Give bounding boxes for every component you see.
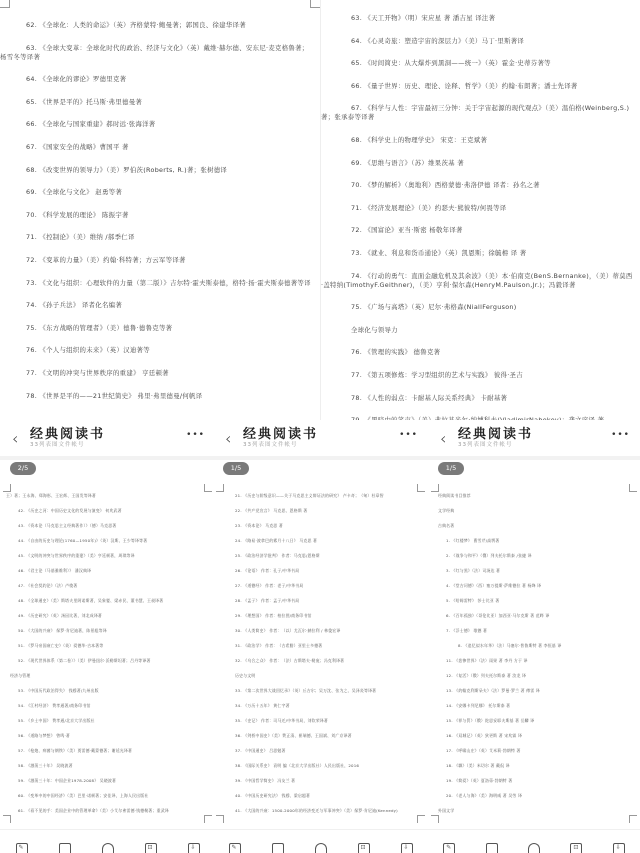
page-corner-mark bbox=[3, 484, 11, 492]
share-glyph: ⊡ bbox=[360, 844, 366, 851]
book-entry: 5. 《哈姆雷特》 莎士比亚 著 bbox=[446, 598, 500, 603]
section-heading: 历史与文明 bbox=[235, 673, 256, 678]
book-entry: 76. 《个人与组织的未来》（英）汉迪著等 bbox=[26, 346, 150, 355]
book-entry: 17. 《呼啸山庄》（英）艾米莉·勃朗特 著 bbox=[446, 748, 521, 753]
share-icon[interactable] bbox=[145, 843, 157, 853]
download-glyph: ⇩ bbox=[403, 844, 409, 851]
book-entry: 70. 《梦的解析》（奥地利）西格蒙德·弗洛伊德 译者：孙名之著 bbox=[351, 181, 540, 190]
book-entry: 68. 《改变世界的领导力》（美）罗伯茨(Roberts, R.)著；张树德译 bbox=[26, 165, 228, 174]
book-entry: 6. 《百年孤独》（哥伦比亚）加西亚·马尔克斯 著 范晔 译 bbox=[446, 613, 550, 618]
book-entry: 23. 《资本论》 马克思 著 bbox=[235, 523, 283, 528]
book-entry: 16. 《双城记》（英）狄更斯 著 宋兆霖 译 bbox=[446, 733, 523, 738]
bottom-toolbar bbox=[428, 829, 640, 853]
book-entry: 50. 《大国的兴衰》 保罗·肯尼迪著，陈景彪等译 bbox=[18, 628, 107, 633]
book-entry: 55. 《乡土中国》 费孝通/北京大学出版社 bbox=[18, 718, 95, 723]
book-entry: 75. 《广场与高塔》（英）尼尔·弗格森(NiallFerguson) bbox=[351, 303, 517, 312]
book-entry: 73. 《文化与组织：心理软件的力量（第二版）》吉尔特·霍夫斯泰德，格特·扬·霍夫斯泰德著等译 bbox=[26, 278, 311, 287]
book-entry: 58. 《激荡三十年》 吴晓波著 bbox=[18, 763, 73, 768]
book-entry: 57. 《枪炮、病菌与钢铁》（美）贾雷德·戴蒙德著；谢延光译著 bbox=[18, 748, 133, 753]
book-entry: 26. 《论语》 作者：孔子/中华书局 bbox=[235, 568, 300, 573]
document-subtitle: 33列表图文件帐号 bbox=[243, 442, 298, 448]
section-heading: 全球化与领导力 bbox=[351, 325, 398, 334]
book-entry: 56. 《道路与梦想》 曾鸣·著 bbox=[18, 733, 71, 738]
back-chevron-icon[interactable]: ‹ bbox=[12, 429, 19, 448]
book-entry: 75. 《东方战略的管理者》（美）德鲁·德鲁克等著 bbox=[26, 323, 173, 332]
book-entry: 11. 《悲惨世界》（法）雨果 著 李丹 方于 译 bbox=[446, 658, 528, 663]
book-entry: 34. 《万历十五年》 黄仁宇著 bbox=[235, 703, 290, 708]
book-entry: 15. 《罪与罚》（俄）陀思妥耶夫斯基 著 岳麟 译 bbox=[446, 718, 535, 723]
book-entry: 2. 《战争与和平》（俄）列夫托尔斯泰 /张捷 译 bbox=[446, 553, 532, 558]
book-entry: 4. 《堂吉诃德》（西）塞万提斯·萨维德拉 著 杨绛 译 bbox=[446, 583, 542, 588]
document-viewer[interactable] bbox=[0, 480, 215, 827]
page-corner-mark bbox=[310, 0, 320, 8]
book-entry: 30. 《人类简史》 作者：（以）尤瓦尔·赫拉利 / 林俊宏译 bbox=[235, 628, 341, 633]
section-heading: 外国文学 bbox=[438, 808, 455, 813]
document-viewer[interactable] bbox=[213, 480, 428, 827]
page-corner-mark bbox=[204, 484, 212, 492]
book-entry: 1. 《红楼梦》 曹雪芹/高鹗著 bbox=[446, 538, 500, 543]
book-list bbox=[321, 14, 640, 425]
book-entry: 8. 《追忆似水年华》（法）马塞尔·普鲁斯特 著 李恒基 译 bbox=[458, 643, 562, 648]
book-entry: 36. 《剑桥中国史》（美）费正清、崔瑞德、王国斌、刘广京译著 bbox=[235, 733, 352, 738]
book-entry: 78. 《人性的弱点：卡耐基人际关系经典》 卡耐基著 bbox=[351, 393, 508, 402]
book-entry: 54. 《江村经济》 费孝通著/商务印书馆 bbox=[18, 703, 91, 708]
book-list bbox=[213, 493, 428, 823]
more-options-icon[interactable]: ••• bbox=[399, 430, 418, 440]
book-entry: 73. 《就业、利息和货币通论》（英）凯恩斯；徐毓枏 译 著 bbox=[351, 248, 527, 257]
edit-glyph: ✎ bbox=[231, 844, 237, 851]
book-entry: 46. 《君主论（马基雅维利）》 潘汉典译 bbox=[18, 568, 92, 573]
book-entry: 35. 《史记》 作者：司马迁/中华书局，刘钦荣译著 bbox=[235, 718, 328, 723]
book-entry: 69. 《全球化与文化》 赵勇等著 bbox=[26, 188, 123, 197]
book-entry: 37. 《中国通史》 吕思勉著 bbox=[235, 748, 286, 753]
more-options-icon[interactable]: ••• bbox=[186, 430, 205, 440]
share-icon[interactable] bbox=[358, 843, 370, 853]
download-glyph: ⇩ bbox=[190, 844, 196, 851]
page-corner-mark bbox=[629, 484, 637, 492]
book-entry: 63. 《天工开物》（明）宋应星 著 潘吉星 译注著 bbox=[351, 14, 496, 22]
document-page-top-left bbox=[0, 0, 320, 425]
edit-glyph: ✎ bbox=[18, 844, 24, 851]
download-glyph: ⇩ bbox=[615, 844, 621, 851]
bookmark-icon[interactable] bbox=[272, 843, 284, 853]
download-icon[interactable] bbox=[401, 843, 413, 853]
search-icon[interactable] bbox=[315, 843, 327, 853]
document-viewer[interactable] bbox=[428, 480, 640, 827]
book-entry: 52. 《现代世界体系（第二卷）》（美）伊曼纽尔·沃勒斯坦著；吕丹等译著 bbox=[18, 658, 151, 663]
book-entry: 65. 《时间简史：从大爆炸到黑洞——统一》（英）霍金·史蒂芬著等 bbox=[351, 59, 551, 68]
book-entry: 29. 《理想国》 作者：柏拉图/商务印书馆 bbox=[235, 613, 312, 618]
bottom-toolbar bbox=[0, 829, 215, 853]
book-entry: 12. 《复活》（俄）列夫托尔斯泰 著 汝龙 译 bbox=[446, 673, 527, 678]
book-entry: 51. 《罗马帝国衰亡史》（英）爱德华·吉本著等 bbox=[18, 643, 104, 648]
page-indicator-badge: 1/5 bbox=[438, 462, 464, 475]
page-indicator-badge: 2/5 bbox=[10, 462, 36, 475]
page-corner-mark bbox=[417, 484, 425, 492]
book-entry: 61. 《看不见的手：美国企业中的管理革命》（美）小艾尔弗雷德·钱德勒著；重武译 bbox=[18, 808, 169, 813]
phone-screen-3 bbox=[428, 420, 640, 853]
edit-icon[interactable] bbox=[16, 843, 28, 853]
page-indicator-badge: 1/5 bbox=[223, 462, 249, 475]
edit-icon[interactable] bbox=[229, 843, 241, 853]
book-entry: 64. 《心灵奇旅：塑造宇宙的深层力》（美）马丁·里斯著译 bbox=[351, 36, 525, 45]
bottom-toolbar bbox=[213, 829, 428, 853]
book-entry: 65. 《世界是平的》托马斯·弗里德曼著 bbox=[26, 97, 143, 106]
book-entry: 42. 《历史之河：中国历史文化的发展与演变》 何兆武著 bbox=[18, 508, 122, 513]
book-entry: 38. 《国际关系史》 袁明 编（北京大学出版社）人民出版社，2016 bbox=[235, 763, 360, 768]
back-chevron-icon[interactable]: ‹ bbox=[440, 429, 447, 448]
book-entry: 63. 《全球大变革：全球化时代的政治、经济与文化》（英）戴维·赫尔德、安东尼·麦克格鲁著；杨雪冬等译著 bbox=[0, 43, 309, 61]
app-header bbox=[0, 420, 215, 454]
book-entry: 48. 《全球通史》（美）斯塔夫里阿诺斯著，吴象婴、梁赤民、董书慧、王昶译著 bbox=[18, 598, 164, 603]
page-corner-mark bbox=[0, 0, 10, 8]
header-divider bbox=[213, 456, 428, 460]
book-entry: 33. 《第二次世界大战回忆录》（英）丘吉尔；吴万沈、张为之、吴泽炎等译著 bbox=[235, 688, 377, 693]
book-entry: 71. 《控制论》（美）维纳 /郝季仁译 bbox=[26, 233, 135, 242]
book-entry: 62. 《全球化：人类的命运》（英）齐格蒙特·鲍曼著；郭国良、徐建华译著 bbox=[26, 21, 246, 29]
document-title: 经典阅读书 bbox=[243, 427, 319, 442]
book-entry: 78. 《世界是平的——21世纪简史》 弗里·弗里德曼/何帆译 bbox=[26, 391, 203, 400]
page-corner-mark bbox=[431, 484, 439, 492]
book-entry: 3. 《红与黑》（法）司汤达 著 bbox=[446, 568, 501, 573]
book-entry: 71. 《经济发展理论》（美）约瑟夫·熊彼特/何畏等译 bbox=[351, 203, 507, 212]
book-entry: 69. 《思维与语言》（苏）维果茨基 著 bbox=[351, 158, 464, 167]
search-icon[interactable] bbox=[102, 843, 114, 853]
book-entry: 77. 《文明的冲突与世界秩序的重建》 亨廷顿著 bbox=[26, 368, 169, 377]
book-entry: 21. 《历史与阶级意识——关于马克思主义辩证法的研究》 卢卡奇；（匈）杜章智 bbox=[235, 493, 384, 498]
book-entry: 24. 《路易·波拿巴的雾月十八日》 马克思 著 bbox=[235, 538, 318, 543]
section-heading: 古典名著 bbox=[438, 523, 455, 528]
share-icon[interactable] bbox=[570, 843, 582, 853]
book-list bbox=[428, 493, 640, 823]
book-entry: 王）著；王永海、郑海彤、王宏辉、王国发等译著 bbox=[6, 493, 96, 498]
header-divider bbox=[0, 456, 215, 460]
book-entry: 18. 《飘》（美）米切尔 著 戴侃 译 bbox=[446, 763, 510, 768]
book-entry: 47. 《社会契约论》（法）卢梭著 bbox=[18, 583, 78, 588]
header-divider bbox=[428, 456, 640, 460]
book-entry: 67. 《科学与人性：宇宙最初三分钟：关于宇宙起源的现代观点》（美）温伯格(Weinberg,S.)著；张承泰等译著 bbox=[321, 104, 630, 122]
book-list bbox=[0, 21, 320, 414]
section-heading: 经典阅读书目推荐 bbox=[438, 493, 471, 498]
back-chevron-icon[interactable]: ‹ bbox=[225, 429, 232, 448]
edit-icon[interactable] bbox=[443, 843, 455, 853]
download-icon[interactable] bbox=[613, 843, 625, 853]
book-entry: 7. 《浮士德》 歌德 著 bbox=[446, 628, 488, 633]
book-entry: 66. 《全球化与国家重建》郝时远·张海洋著 bbox=[26, 120, 156, 129]
bookmark-icon[interactable] bbox=[486, 843, 498, 853]
book-entry: 32. 《乌合之众》 作者：（法）古斯塔夫·勒庞；冯克利译著 bbox=[235, 658, 345, 663]
document-title: 经典阅读书 bbox=[30, 427, 106, 442]
document-subtitle: 33列表图文件帐号 bbox=[458, 442, 513, 448]
book-entry: 74. 《孙子兵法》 译者化名编著 bbox=[26, 301, 123, 310]
book-entry: 40. 《中国历史研究法》 钱穆、梁启超著 bbox=[235, 793, 311, 798]
edit-glyph: ✎ bbox=[446, 844, 452, 851]
book-entry: 76. 《管理的实践》 德鲁克著 bbox=[351, 348, 441, 357]
book-entry: 43. 《资本论（马克思主义经典著作）》（德）马克思著 bbox=[18, 523, 117, 528]
book-entry: 68. 《科学史上的物理学史》 宋克：王克斌著 bbox=[351, 135, 488, 144]
bookmark-icon[interactable] bbox=[59, 843, 71, 853]
book-entry: 19. 《简爱》（英）夏洛蒂·勃朗特 著 bbox=[446, 778, 513, 783]
search-icon[interactable] bbox=[528, 843, 540, 853]
book-entry: 14. 《安娜卡列尼娜》 托尔斯泰 著 bbox=[446, 703, 511, 708]
document-page-top-right bbox=[320, 0, 640, 425]
phone-screen-1 bbox=[0, 420, 215, 853]
book-entry: 49. 《历史研究》（英）汤因比著，刘北成译著 bbox=[18, 613, 102, 618]
document-title: 经典阅读书 bbox=[458, 427, 534, 442]
book-entry: 77. 《第五项修炼：学习型组织的艺术与实践》 彼得·圣吉 bbox=[351, 370, 523, 379]
book-entry: 60. 《变革中的中国经济》（美）巴里·诺顿著；安佳译，上海人民出版社 bbox=[18, 793, 149, 798]
book-entry: 31. 《政治学》 作者：（古希腊）亚里士多德著 bbox=[235, 643, 323, 648]
book-entry: 41. 《大国的兴衰：1500-2000年的经济变迁与军事冲突》（美）保罗·肯尼迪(Kennedy) bbox=[235, 808, 398, 813]
book-entry: 22. 《共产党宣言》 马克思、恩格斯 著 bbox=[235, 508, 308, 513]
book-entry: 70. 《科学发展的理论》 陈振宇著 bbox=[26, 210, 129, 219]
book-entry: 53. 《中国历代政治得失》 钱穆著/九州出版 bbox=[18, 688, 99, 693]
app-header bbox=[428, 420, 640, 454]
book-entry: 39. 《中国哲学简史》 冯友兰 著 bbox=[235, 778, 296, 783]
book-list bbox=[0, 493, 215, 823]
book-entry: 28. 《孟子》 作者：孟子/中华书局 bbox=[235, 598, 300, 603]
book-entry: 13. 《约翰克利斯朵夫》（法）罗曼·罗兰 著 傅雷 译 bbox=[446, 688, 540, 693]
book-entry: 72. 《国富论》亚当·斯密 杨敬年译著 bbox=[351, 226, 463, 235]
book-entry: 74. 《行动的勇气：直面金融危机及其余波》（美）本·伯南克(BenS.Bernanke)，（美）蒂莫西·盖特纳(TimothyF.Geithner)，（美）亨利·保尔森(HenryM.Paulson,Jr.)；冯毅译著 bbox=[321, 271, 633, 289]
share-glyph: ⊡ bbox=[147, 844, 153, 851]
book-entry: 20. 《老人与海》（美）海明威 著 吴劳 译 bbox=[446, 793, 523, 798]
download-icon[interactable] bbox=[188, 843, 200, 853]
phone-screen-2 bbox=[213, 420, 428, 853]
document-subtitle: 33列表图文件帐号 bbox=[30, 442, 85, 448]
book-entry: 72. 《变革的力量》（美）约翰·科特著；方云军等译著 bbox=[26, 255, 186, 264]
book-entry: 25. 《政治经济学批判》 作者：马克思/恩格斯 bbox=[235, 553, 320, 558]
page-corner-mark bbox=[216, 484, 224, 492]
book-entry: 64. 《全球化的谬论》罗德里克著 bbox=[26, 75, 127, 84]
book-entry: 45. 《文明的冲突与世界秩序的重建》（美）亨廷顿著，周琪等译 bbox=[18, 553, 135, 558]
more-options-icon[interactable]: ••• bbox=[611, 430, 630, 440]
section-heading: 经济与管理 bbox=[10, 673, 31, 678]
app-header bbox=[213, 420, 428, 454]
book-entry: 27. 《道德经》 作者：老子/中华书局 bbox=[235, 583, 304, 588]
book-entry: 59. 《激荡三十年：中国企业1978-2008》 吴晓波著 bbox=[18, 778, 117, 783]
section-heading: 文学经典 bbox=[438, 508, 455, 513]
share-glyph: ⊡ bbox=[573, 844, 579, 851]
book-entry: 66. 《量子世界：历史、理论、诠释、哲学》（美）约翰·布朗著；潘士先译著 bbox=[351, 81, 578, 90]
book-entry: 67. 《国家安全的战略》曹国平 著 bbox=[26, 142, 129, 151]
book-entry: 44. 《自由的历史与理论(1760—1950年)》（英）汉斯、王少等译等著 bbox=[18, 538, 148, 543]
